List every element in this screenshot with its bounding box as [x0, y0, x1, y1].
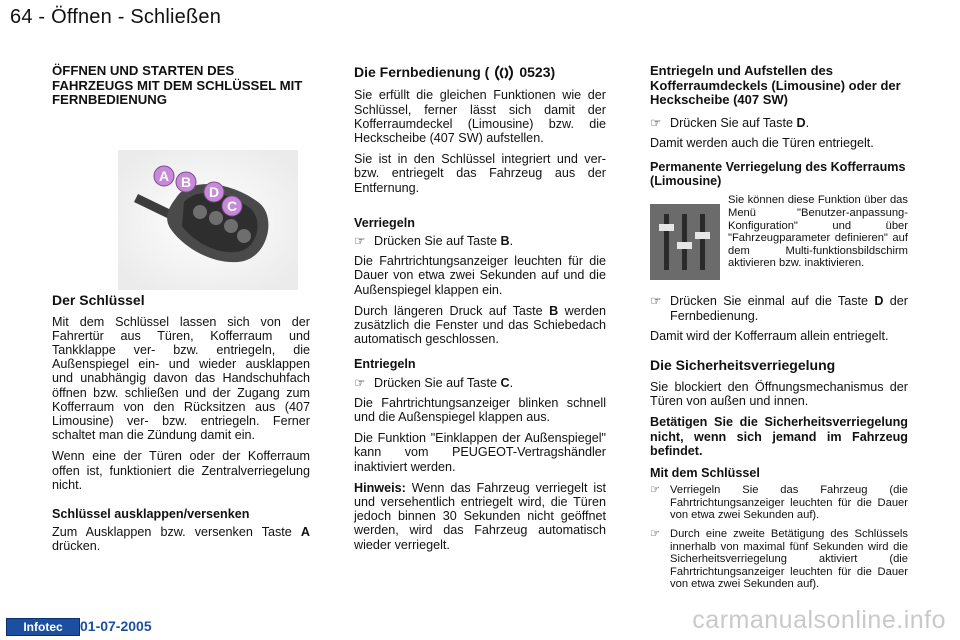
remote-signal-icon — [493, 64, 515, 82]
bullet-item: ☞ Drücken Sie auf Taste B. — [354, 233, 514, 248]
bullet-item: ☞ Drücken Sie auf Taste C. — [354, 375, 514, 390]
section-heading-opening: ÖFFNEN UND STARTEN DES FAHRZEUGS MIT DEM SCHLÜSSEL MIT FERNBEDIENUNG — [52, 63, 303, 107]
subsection-title: Schlüssel ausklappen/versenken — [52, 506, 250, 521]
watermark-text: carmanualsonline.info — [692, 606, 946, 634]
settings-info-panel — [650, 194, 908, 280]
page-number: 64 — [10, 6, 33, 28]
column-left — [52, 64, 310, 561]
bullet-item: ☞ Drücken Sie auf Taste D. — [650, 115, 810, 130]
pointing-hand-icon: ☞ — [650, 294, 662, 309]
subsection-title-with-key: Mit dem Schlüssel — [650, 465, 760, 480]
paragraph: Die Fahrtrichtungsanzeiger blinken schnell und die Außenspiegel klappen aus. — [354, 395, 606, 424]
bullet-item: ☞ Durch eine zweite Betätigung des Schlüssels innerhalb von maximal fünf Sekunden wird die Sicherheitsverriegelung aktiviert (die Fahrtrichtungsanzeiger leuchten für die Dauer von etwa zwei Sekunden auf). — [650, 527, 908, 591]
section-title-trunk: Entriegeln und Aufstellen des Kofferraumdeckels (Limousine) oder der Heckscheibe (407 SW) — [650, 63, 901, 107]
infotec-logo: Infotec — [6, 618, 80, 636]
section-title-remote: Die Fernbedienung ( 0523) — [354, 64, 606, 82]
svg-text:D: D — [208, 184, 220, 200]
bullet-item: ☞ Drücken Sie einmal auf die Taste D der Fernbedienung. — [650, 294, 908, 323]
page-header — [10, 6, 221, 29]
section-title-deadlock: Die Sicherheitsverriegelung — [650, 356, 836, 373]
paragraph: Damit werden auch die Türen entriegelt. — [650, 135, 874, 150]
section-title-key: Der Schlüssel — [52, 291, 145, 308]
paragraph: Sie ist in den Schlüssel integriert und ver- bzw. entriegelt das Fahrzeug aus der Entfernung. — [354, 152, 606, 195]
note-paragraph: Hinweis: Wenn das Fahrzeug verriegelt ist und versehentlich entriegelt wird, die Türen jedoch binnen 30 Sekunden nicht geöffnet werden, wird das Fahrzeug automatisch wieder verriegelt. — [354, 480, 606, 552]
warning-paragraph: Betätigen Sie die Sicherheitsverriegelung nicht, wenn sich jemand im Fahrzeug befindet. — [650, 415, 908, 458]
header-separator: - — [38, 6, 46, 28]
settings-sliders-icon — [650, 204, 720, 280]
svg-text:A: A — [158, 168, 170, 184]
paragraph: Durch längeren Druck auf Taste B werden zusätzlich die Fenster und das Schiebedach automatisch geschlossen. — [354, 303, 606, 347]
paragraph: Mit dem Schlüssel lassen sich von der Fahrertür aus Türen, Kofferraum und Tankklappe ver- bzw. entriegeln, die Außenspiegel ein- und wieder ausklappen und unabhängig davon das Handschuhfach öffnen bzw. schließen und der Zugang zum Kofferraum von den Rücksitzen aus (407 Limousine) ver- bzw. entriegeln. Ferner schaltet man die Zündung damit ein. — [52, 314, 310, 443]
page-title: Öffnen - Schließen — [51, 6, 222, 28]
pointing-hand-icon: ☞ — [354, 375, 366, 390]
footer-date: 01-07-2005 — [80, 618, 152, 634]
pointing-hand-icon: ☞ — [650, 484, 661, 497]
pointing-hand-icon: ☞ — [354, 233, 366, 248]
paragraph: Sie blockiert den Öffnungsmechanismus der Türen von außen und innen. — [650, 379, 908, 409]
paragraph: Sie erfüllt die gleichen Funktionen wie der Schlüssel, ferner lässt sich damit der Kofferraumdeckel (Limousine) bzw. die Heckscheibe (407 SW) aufstellen. — [354, 88, 606, 145]
svg-text:C: C — [226, 198, 238, 214]
pointing-hand-icon: ☞ — [650, 115, 662, 130]
paragraph: Die Fahrtrichtungsanzeiger leuchten für die Dauer von etwa zwei Sekunden auf und die Außenspiegel klappen ein. — [354, 254, 606, 297]
paragraph: Die Funktion "Einklappen der Außenspiegel" kann vom PEUGEOT-Vertragshändler inaktiviert werden. — [354, 431, 606, 474]
panel-text: Sie können diese Funktion über das Menü "Benutzer-anpassung-Konfiguration" und über "Fahrzeugparameter definieren" auf dem Multi-funktionsbildschirm aktivieren bzw. inaktivieren. — [728, 194, 908, 270]
subsection-title-permanent-lock: Permanente Verriegelung des Kofferraums (Limousine) — [650, 159, 906, 189]
paragraph: Zum Ausklappen bzw. versenken Taste A drücken. — [52, 525, 310, 554]
bullet-item: ☞ Verriegeln Sie das Fahrzeug (die Fahrtrichtungsanzeiger leuchten für die Dauer von etwa zwei Sekunden auf). — [650, 484, 908, 522]
paragraph: Wenn eine der Türen oder der Kofferraum offen ist, funktioniert die Zentralverriegelung nicht. — [52, 449, 310, 492]
column-middle — [354, 64, 606, 559]
svg-text:B: B — [180, 174, 192, 190]
subsection-title-lock: Verriegeln — [354, 215, 415, 230]
illustration-spacer — [52, 116, 310, 292]
subsection-title-unlock: Entriegeln — [354, 357, 416, 372]
paragraph: Damit wird der Kofferraum allein entriegelt. — [650, 328, 889, 343]
pointing-hand-icon: ☞ — [650, 527, 661, 540]
column-right — [650, 64, 908, 597]
